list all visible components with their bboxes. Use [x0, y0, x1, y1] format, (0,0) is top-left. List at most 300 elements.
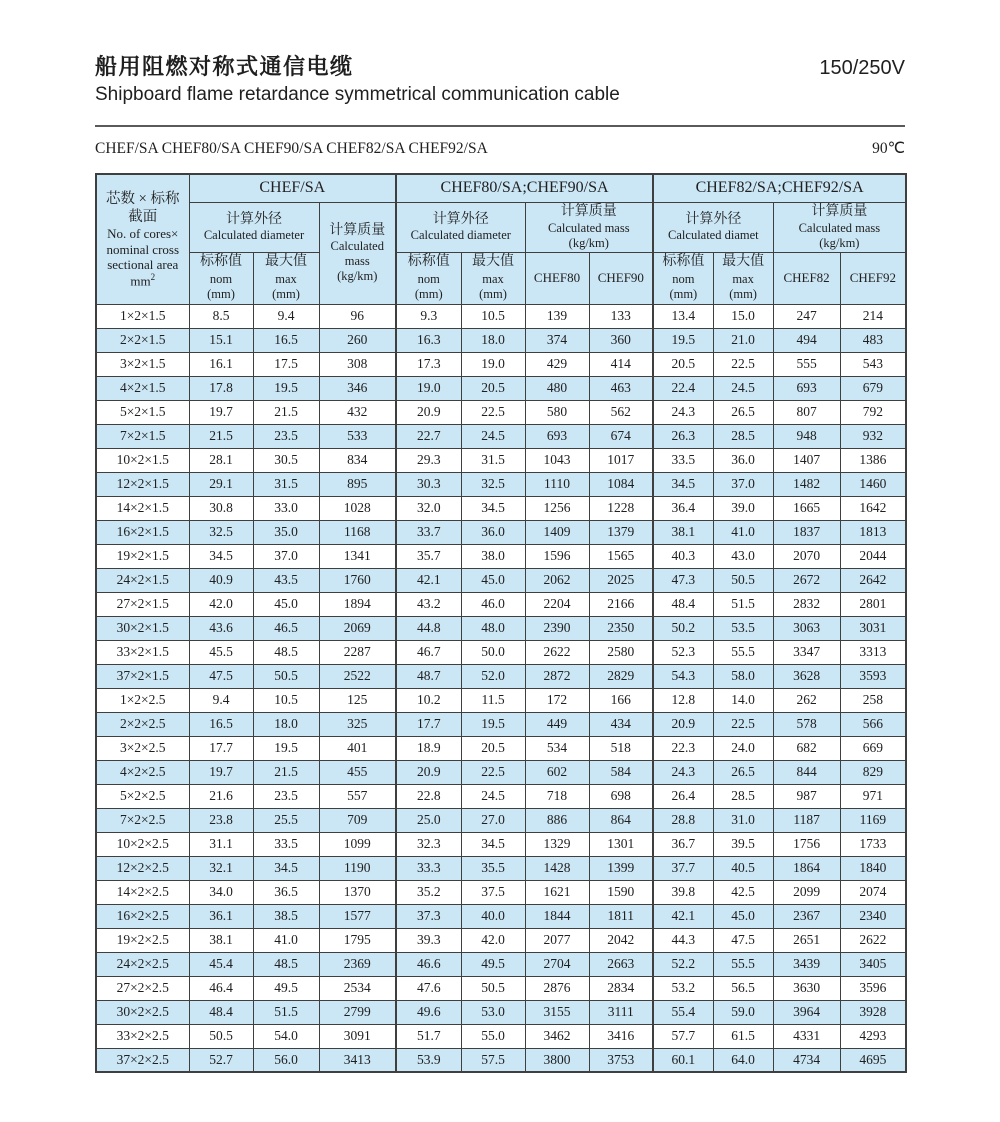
- cell: 38.1: [189, 928, 253, 952]
- cell: 3313: [840, 640, 906, 664]
- cell: 2099: [773, 880, 840, 904]
- cell: 29.1: [189, 472, 253, 496]
- cell: 37.0: [713, 472, 773, 496]
- cell: 1813: [840, 520, 906, 544]
- cell: 53.9: [396, 1048, 461, 1072]
- row-label: 7×2×1.5: [96, 424, 189, 448]
- table-row: [96, 1024, 906, 1048]
- cell: 16.5: [253, 328, 319, 352]
- cell: 2287: [319, 640, 396, 664]
- row-label: 19×2×1.5: [96, 544, 189, 568]
- table-row: [96, 832, 906, 856]
- cell: 39.5: [713, 832, 773, 856]
- cell: 52.3: [653, 640, 713, 664]
- cell: 1370: [319, 880, 396, 904]
- voltage-rating: 150/250V: [819, 57, 905, 80]
- cell: 20.9: [653, 712, 713, 736]
- cell: 19.7: [189, 760, 253, 784]
- cell: 3462: [525, 1024, 589, 1048]
- group-header-chefsa: CHEF/SA: [189, 174, 396, 202]
- cell: 1894: [319, 592, 396, 616]
- cell: 895: [319, 472, 396, 496]
- cell: 17.8: [189, 376, 253, 400]
- row-label: 30×2×2.5: [96, 1000, 189, 1024]
- cell: 59.0: [713, 1000, 773, 1024]
- row-label: 4×2×2.5: [96, 760, 189, 784]
- cell: 3596: [840, 976, 906, 1000]
- table-row: [96, 592, 906, 616]
- table-row: [96, 424, 906, 448]
- cell: 3800: [525, 1048, 589, 1072]
- cell: 15.1: [189, 328, 253, 352]
- cell: 50.5: [189, 1024, 253, 1048]
- cell: 48.7: [396, 664, 461, 688]
- cell: 28.5: [713, 784, 773, 808]
- cell: 1407: [773, 448, 840, 472]
- cell: 46.0: [461, 592, 525, 616]
- cell: 214: [840, 304, 906, 328]
- cell: 1028: [319, 496, 396, 520]
- cell: 51.7: [396, 1024, 461, 1048]
- cell: 24.3: [653, 400, 713, 424]
- table-row: [96, 760, 906, 784]
- cell: 51.5: [253, 1000, 319, 1024]
- row-label: 27×2×1.5: [96, 592, 189, 616]
- cell: 57.5: [461, 1048, 525, 1072]
- row-label: 3×2×1.5: [96, 352, 189, 376]
- row-label: 37×2×1.5: [96, 664, 189, 688]
- cell: 3416: [589, 1024, 653, 1048]
- cell: 693: [773, 376, 840, 400]
- cell: 10.5: [253, 688, 319, 712]
- table-header: [96, 174, 906, 304]
- corner-header: [96, 174, 189, 304]
- cell: 360: [589, 328, 653, 352]
- cell: 20.5: [461, 736, 525, 760]
- table-row: [96, 976, 906, 1000]
- cell: 1256: [525, 496, 589, 520]
- table-body: [96, 304, 906, 1072]
- table-row: [96, 928, 906, 952]
- cell: 3155: [525, 1000, 589, 1024]
- cell: 2069: [319, 616, 396, 640]
- cell: 2204: [525, 592, 589, 616]
- row-label: 5×2×2.5: [96, 784, 189, 808]
- cell: 40.0: [461, 904, 525, 928]
- cell: 2663: [589, 952, 653, 976]
- cell: 3347: [773, 640, 840, 664]
- title-english: Shipboard flame retardance symmetrical communication cable: [95, 84, 620, 106]
- row-label: 30×2×1.5: [96, 616, 189, 640]
- table-row: [96, 952, 906, 976]
- cell: 52.0: [461, 664, 525, 688]
- cell: 32.5: [461, 472, 525, 496]
- cell: 9.3: [396, 304, 461, 328]
- cell: 125: [319, 688, 396, 712]
- cell: 262: [773, 688, 840, 712]
- table-row: [96, 376, 906, 400]
- cell: 3593: [840, 664, 906, 688]
- row-label: 2×2×1.5: [96, 328, 189, 352]
- cell: 1099: [319, 832, 396, 856]
- cell: 28.1: [189, 448, 253, 472]
- cell: 42.1: [653, 904, 713, 928]
- cell: 45.4: [189, 952, 253, 976]
- cell: 28.8: [653, 808, 713, 832]
- cell: 533: [319, 424, 396, 448]
- cell: 46.7: [396, 640, 461, 664]
- model-list: CHEF/SA CHEF80/SA CHEF90/SA CHEF82/SA CHEF92/SA: [95, 140, 488, 158]
- cell: 61.5: [713, 1024, 773, 1048]
- table-row: [96, 568, 906, 592]
- cell: 39.8: [653, 880, 713, 904]
- cell: 2062: [525, 568, 589, 592]
- cell: 449: [525, 712, 589, 736]
- cell: 23.8: [189, 808, 253, 832]
- cell: 1379: [589, 520, 653, 544]
- cell: 24.5: [461, 424, 525, 448]
- cell: 21.5: [253, 400, 319, 424]
- cell: 50.5: [713, 568, 773, 592]
- cell: 19.0: [396, 376, 461, 400]
- cell: 3031: [840, 616, 906, 640]
- cell: 17.3: [396, 352, 461, 376]
- cell: 557: [319, 784, 396, 808]
- cell: 2642: [840, 568, 906, 592]
- cell: 1399: [589, 856, 653, 880]
- cell: 36.0: [461, 520, 525, 544]
- cell: 2350: [589, 616, 653, 640]
- cell: 1844: [525, 904, 589, 928]
- cell: 24.5: [461, 784, 525, 808]
- cell: 1795: [319, 928, 396, 952]
- cell: 43.5: [253, 568, 319, 592]
- cell: 1190: [319, 856, 396, 880]
- cell: 24.0: [713, 736, 773, 760]
- row-label: 7×2×2.5: [96, 808, 189, 832]
- cell: 36.0: [713, 448, 773, 472]
- cell: 34.5: [189, 544, 253, 568]
- cell: 1084: [589, 472, 653, 496]
- cell: 4293: [840, 1024, 906, 1048]
- cell: 16.5: [189, 712, 253, 736]
- cell: 16.3: [396, 328, 461, 352]
- cell: 9.4: [253, 304, 319, 328]
- cell: 31.5: [461, 448, 525, 472]
- cell: 864: [589, 808, 653, 832]
- cell: 30.3: [396, 472, 461, 496]
- row-label: 4×2×1.5: [96, 376, 189, 400]
- cell: 1577: [319, 904, 396, 928]
- cell: 96: [319, 304, 396, 328]
- cell: 4331: [773, 1024, 840, 1048]
- cell: 2369: [319, 952, 396, 976]
- table-row: [96, 808, 906, 832]
- diameter-header-2: 计算外径 Calculated diameter: [396, 202, 525, 252]
- corner-zh-1: 芯数 × 标称: [106, 190, 180, 207]
- cell: 19.7: [189, 400, 253, 424]
- subheader-max-2: 最大值 max (mm): [461, 252, 525, 304]
- cell: 55.4: [653, 1000, 713, 1024]
- cell: 2829: [589, 664, 653, 688]
- row-label: 1×2×2.5: [96, 688, 189, 712]
- corner-en-2: nominal cross: [106, 241, 180, 257]
- cell: 35.7: [396, 544, 461, 568]
- cell: 22.4: [653, 376, 713, 400]
- cell: 18.0: [253, 712, 319, 736]
- cell: 19.0: [461, 352, 525, 376]
- cell: 258: [840, 688, 906, 712]
- cell: 38.0: [461, 544, 525, 568]
- temperature-rating: 90℃: [872, 140, 905, 158]
- cell: 534: [525, 736, 589, 760]
- table-row: [96, 736, 906, 760]
- cell: 2074: [840, 880, 906, 904]
- cell: 718: [525, 784, 589, 808]
- cell: 43.2: [396, 592, 461, 616]
- cell: 27.0: [461, 808, 525, 832]
- diameter-header-1: 计算外径 Calculated diameter: [189, 202, 319, 252]
- cell: 21.5: [189, 424, 253, 448]
- cell: 139: [525, 304, 589, 328]
- cell: 21.0: [713, 328, 773, 352]
- table-row: [96, 448, 906, 472]
- cell: 47.6: [396, 976, 461, 1000]
- cell: 834: [319, 448, 396, 472]
- cell: 2801: [840, 592, 906, 616]
- cell: 24.3: [653, 760, 713, 784]
- row-label: 16×2×2.5: [96, 904, 189, 928]
- cell: 37.7: [653, 856, 713, 880]
- table-row: [96, 688, 906, 712]
- cell: 308: [319, 352, 396, 376]
- cell: 1168: [319, 520, 396, 544]
- cell: 52.2: [653, 952, 713, 976]
- cell: 3628: [773, 664, 840, 688]
- cell: 19.5: [253, 376, 319, 400]
- cell: 33.3: [396, 856, 461, 880]
- row-label: 24×2×1.5: [96, 568, 189, 592]
- cell: 47.5: [189, 664, 253, 688]
- cell: 44.8: [396, 616, 461, 640]
- subheader-chef82: CHEF82: [773, 252, 840, 304]
- cell: 23.5: [253, 424, 319, 448]
- cell: 41.0: [253, 928, 319, 952]
- cell: 166: [589, 688, 653, 712]
- cell: 19.5: [461, 712, 525, 736]
- cell: 47.3: [653, 568, 713, 592]
- cell: 2367: [773, 904, 840, 928]
- cell: 698: [589, 784, 653, 808]
- row-label: 14×2×2.5: [96, 880, 189, 904]
- cell: 4695: [840, 1048, 906, 1072]
- cell: 543: [840, 352, 906, 376]
- cell: 1665: [773, 496, 840, 520]
- row-label: 10×2×2.5: [96, 832, 189, 856]
- cell: 15.0: [713, 304, 773, 328]
- cell: 50.2: [653, 616, 713, 640]
- cell: 480: [525, 376, 589, 400]
- cell: 45.0: [461, 568, 525, 592]
- cell: 42.0: [461, 928, 525, 952]
- cell: 12.8: [653, 688, 713, 712]
- row-label: 27×2×2.5: [96, 976, 189, 1000]
- group-header-chef82-92: CHEF82/SA;CHEF92/SA: [653, 174, 906, 202]
- cell: 1756: [773, 832, 840, 856]
- cell: 374: [525, 328, 589, 352]
- cell: 53.0: [461, 1000, 525, 1024]
- cell: 3413: [319, 1048, 396, 1072]
- cell: 483: [840, 328, 906, 352]
- cell: 2876: [525, 976, 589, 1000]
- cell: 33.0: [253, 496, 319, 520]
- cell: 14.0: [713, 688, 773, 712]
- cell: 19.5: [653, 328, 713, 352]
- row-label: 33×2×1.5: [96, 640, 189, 664]
- cell: 2166: [589, 592, 653, 616]
- cell: 20.5: [653, 352, 713, 376]
- mass-header-2: 计算质量 Calculated mass (kg/km): [525, 202, 653, 252]
- cell: 42.1: [396, 568, 461, 592]
- cell: 2077: [525, 928, 589, 952]
- cell: 1460: [840, 472, 906, 496]
- row-label: 12×2×1.5: [96, 472, 189, 496]
- cell: 40.3: [653, 544, 713, 568]
- cell: 39.3: [396, 928, 461, 952]
- cell: 35.0: [253, 520, 319, 544]
- cell: 886: [525, 808, 589, 832]
- row-label: 10×2×1.5: [96, 448, 189, 472]
- cell: 22.8: [396, 784, 461, 808]
- cell: 48.5: [253, 952, 319, 976]
- row-label: 19×2×2.5: [96, 928, 189, 952]
- cell: 26.3: [653, 424, 713, 448]
- cell: 9.4: [189, 688, 253, 712]
- cell: 1228: [589, 496, 653, 520]
- cell: 45.0: [253, 592, 319, 616]
- cell: 53.5: [713, 616, 773, 640]
- cell: 50.5: [253, 664, 319, 688]
- table-row: [96, 304, 906, 328]
- cell: 34.5: [461, 832, 525, 856]
- subheader-chef92: CHEF92: [840, 252, 906, 304]
- cell: 3111: [589, 1000, 653, 1024]
- cell: 434: [589, 712, 653, 736]
- cell: 401: [319, 736, 396, 760]
- cell: 37.5: [461, 880, 525, 904]
- cell: 54.0: [253, 1024, 319, 1048]
- cell: 2042: [589, 928, 653, 952]
- cell: 432: [319, 400, 396, 424]
- cell: 17.5: [253, 352, 319, 376]
- cell: 709: [319, 808, 396, 832]
- cell: 1733: [840, 832, 906, 856]
- cell: 1642: [840, 496, 906, 520]
- cell: 28.5: [713, 424, 773, 448]
- row-label: 2×2×2.5: [96, 712, 189, 736]
- cell: 247: [773, 304, 840, 328]
- cell: 34.0: [189, 880, 253, 904]
- cell: 25.5: [253, 808, 319, 832]
- cell: 1565: [589, 544, 653, 568]
- cell: 3063: [773, 616, 840, 640]
- cell: 36.7: [653, 832, 713, 856]
- row-label: 24×2×2.5: [96, 952, 189, 976]
- subheader-nom-1: 标称值 nom (mm): [189, 252, 253, 304]
- cell: 325: [319, 712, 396, 736]
- cell: 36.1: [189, 904, 253, 928]
- cell: 4734: [773, 1048, 840, 1072]
- cell: 49.6: [396, 1000, 461, 1024]
- cell: 682: [773, 736, 840, 760]
- title-row: [95, 54, 905, 80]
- cell: 518: [589, 736, 653, 760]
- cell: 172: [525, 688, 589, 712]
- cell: 17.7: [189, 736, 253, 760]
- cell: 33.5: [253, 832, 319, 856]
- subheader-chef90: CHEF90: [589, 252, 653, 304]
- cell: 674: [589, 424, 653, 448]
- cell: 18.9: [396, 736, 461, 760]
- diameter-header-3: 计算外径 Calculated diamet: [653, 202, 773, 252]
- cell: 33.7: [396, 520, 461, 544]
- cell: 10.2: [396, 688, 461, 712]
- group-header-chef80-90: CHEF80/SA;CHEF90/SA: [396, 174, 653, 202]
- cell: 26.4: [653, 784, 713, 808]
- cell: 56.5: [713, 976, 773, 1000]
- cell: 463: [589, 376, 653, 400]
- cell: 1760: [319, 568, 396, 592]
- cell: 49.5: [253, 976, 319, 1000]
- mass-header-3: 计算质量 Calculated mass (kg/km): [773, 202, 906, 252]
- table-row: [96, 352, 906, 376]
- cell: 32.0: [396, 496, 461, 520]
- cell: 43.6: [189, 616, 253, 640]
- cell: 3753: [589, 1048, 653, 1072]
- cell: 64.0: [713, 1048, 773, 1072]
- cell: 948: [773, 424, 840, 448]
- cell: 1341: [319, 544, 396, 568]
- cell: 47.5: [713, 928, 773, 952]
- cell: 1428: [525, 856, 589, 880]
- cell: 2834: [589, 976, 653, 1000]
- table-row: [96, 784, 906, 808]
- cell: 1329: [525, 832, 589, 856]
- cell: 56.0: [253, 1048, 319, 1072]
- cell: 133: [589, 304, 653, 328]
- cell: 844: [773, 760, 840, 784]
- cell: 36.4: [653, 496, 713, 520]
- cell: 37.0: [253, 544, 319, 568]
- cell: 2580: [589, 640, 653, 664]
- cell: 22.5: [461, 400, 525, 424]
- cell: 44.3: [653, 928, 713, 952]
- cell: 42.5: [713, 880, 773, 904]
- cell: 829: [840, 760, 906, 784]
- subheader-max-1: 最大值 max (mm): [253, 252, 319, 304]
- cell: 40.5: [713, 856, 773, 880]
- cell: 8.5: [189, 304, 253, 328]
- cell: 45.0: [713, 904, 773, 928]
- cell: 555: [773, 352, 840, 376]
- cell: 2651: [773, 928, 840, 952]
- cell: 21.6: [189, 784, 253, 808]
- row-label: 37×2×2.5: [96, 1048, 189, 1072]
- divider-rule: [95, 125, 905, 127]
- cell: 38.1: [653, 520, 713, 544]
- cell: 22.3: [653, 736, 713, 760]
- row-label: 3×2×2.5: [96, 736, 189, 760]
